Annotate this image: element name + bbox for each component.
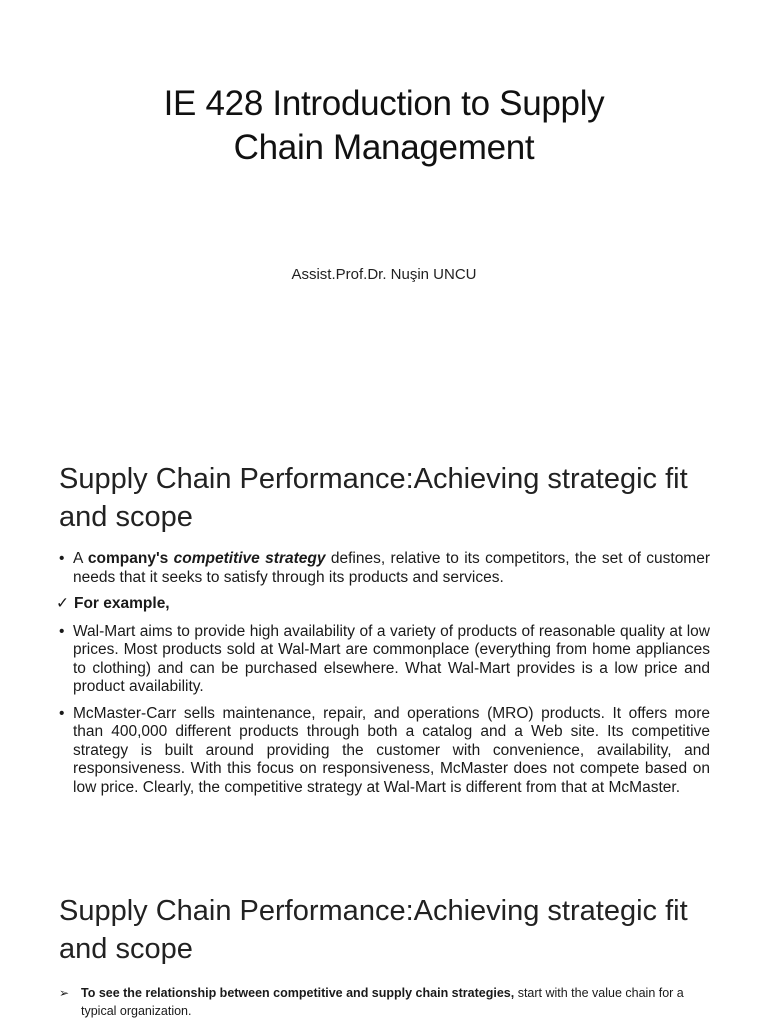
bullet-competitive-strategy bbox=[59, 550, 710, 587]
author-name: Assist.Prof.Dr. Nuşin UNCU bbox=[291, 266, 477, 283]
checkmark-icon: ✓ bbox=[56, 595, 69, 612]
bullet1-italic: competitive strategy bbox=[173, 550, 326, 567]
arrow-bullet-icon: ➢ bbox=[59, 986, 70, 1000]
bullet-walmart bbox=[59, 623, 710, 697]
example-label: For example, bbox=[74, 595, 170, 612]
arrow-bullet-bold: To see the relationship between competitive and supply chain strategies, bbox=[81, 986, 515, 1000]
bullet1-pre: A bbox=[73, 550, 88, 567]
bullet-icon: • bbox=[59, 622, 65, 640]
bullet-mcmaster-text: McMaster-Carr sells maintenance, repair, and operations (MRO) products. It offers more than 400,000 different products through both a catalog and a Web site. Its competitive strategy is built around providing the customer with convenience, availability, and responsiveness. With this focus on responsiveness, McMaster does not compete based on low price. Clearly, the competitive strategy at Wal-Mart is different from that at McMaster. bbox=[73, 704, 710, 796]
slide-strategic-fit-1 bbox=[0, 435, 768, 860]
slide-heading: Supply Chain Performance:Achieving strategic fit and scope bbox=[59, 895, 688, 965]
bullet-mcmaster bbox=[59, 705, 710, 798]
bullet-walmart-text: Wal-Mart aims to provide high availability of a variety of products of reasonable quality at low prices. Most products sold at Wal-Mart are commonplace (everything from home appliances to clothing) and can be purchased elsewhere. What Wal-Mart provides is a low price and product availability. bbox=[73, 622, 710, 695]
arrow-bullet bbox=[59, 984, 710, 1020]
bullet1-bold: company's bbox=[87, 550, 174, 567]
bullet-icon: • bbox=[59, 550, 65, 567]
title-line-2: Chain Management bbox=[233, 128, 535, 167]
example-label-row bbox=[56, 595, 710, 614]
arrow-bullet-rest: start with the value chain for a typical organization. bbox=[81, 986, 684, 1018]
title-line-1: IE 428 Introduction to Supply bbox=[163, 84, 605, 123]
slide-title bbox=[0, 0, 768, 435]
slide-heading: Supply Chain Performance:Achieving strategic fit and scope bbox=[59, 463, 688, 533]
bullet1-post: defines, relative to its competitors, the set of customer needs that it seeks to satisfy through its products and services. bbox=[73, 550, 711, 586]
slide-body bbox=[56, 550, 711, 805]
slide-strategic-fit-2 bbox=[0, 860, 768, 1024]
bullet-icon: • bbox=[59, 704, 65, 722]
slide-title-heading bbox=[40, 82, 728, 170]
